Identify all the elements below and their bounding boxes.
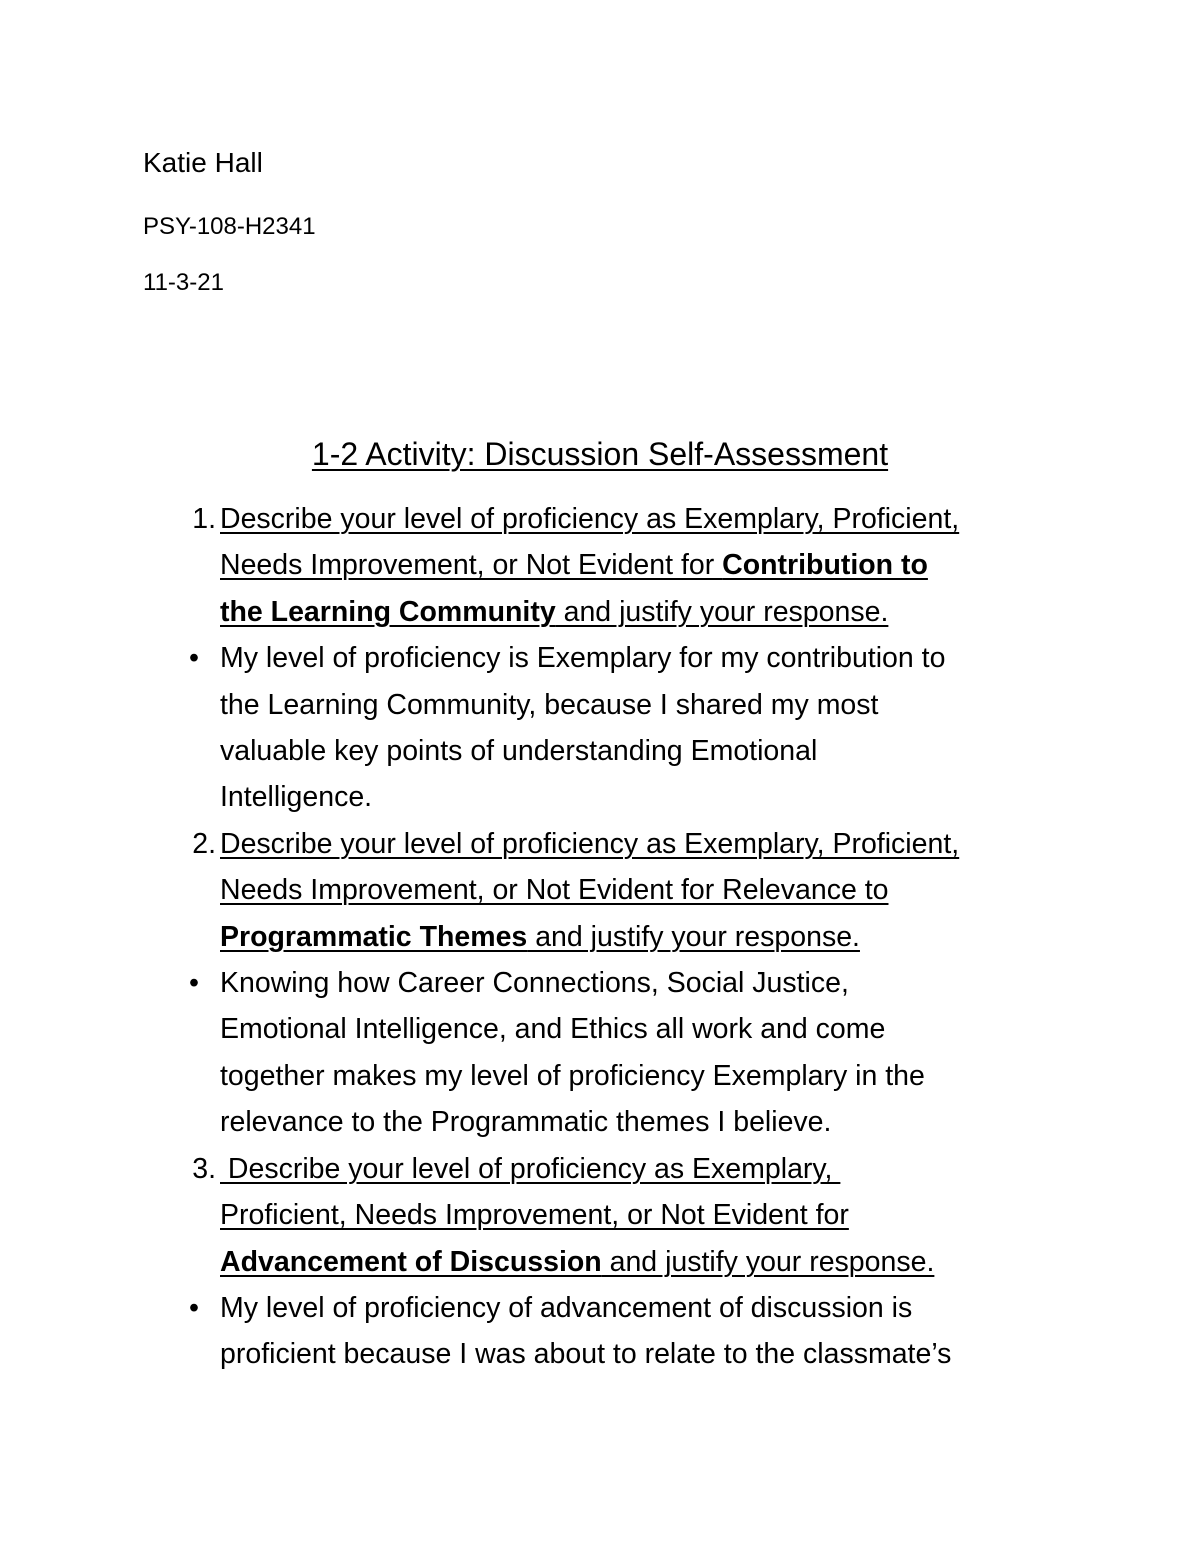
question-line: Needs Improvement, or Not Evident for Relevance to — [220, 874, 889, 907]
question-line: the Learning Community and justify your response. — [220, 595, 889, 628]
question-2 — [192, 821, 1080, 960]
bullet-icon: • — [189, 967, 199, 1000]
list-number: 3. — [192, 1152, 216, 1185]
answer-line: My level of proficiency of advancement of discussion is — [220, 1291, 913, 1324]
answer-line: the Learning Community, because I shared my most — [220, 688, 879, 721]
author-name: Katie Hall — [143, 147, 263, 178]
answer-line: Emotional Intelligence, and Ethics all work and come — [220, 1013, 886, 1046]
bullet-icon: • — [189, 1291, 199, 1324]
question-line: Needs Improvement, or Not Evident for Contribution to — [220, 549, 928, 582]
question-line: Describe your level of proficiency as Exemplary, — [220, 1152, 841, 1185]
answer-line: relevance to the Programmatic themes I believe. — [220, 1106, 832, 1139]
answer-line: proficient because I was about to relate to the classmate’s — [220, 1338, 952, 1371]
answer-line: Intelligence. — [220, 781, 373, 814]
assessment-list — [189, 496, 1080, 1378]
answer-line: together makes my level of proficiency Exemplary in the — [220, 1059, 925, 1092]
answer-1 — [189, 635, 1080, 821]
answer-3 — [189, 1285, 1080, 1378]
answer-line: My level of proficiency is Exemplary for my contribution to — [220, 642, 946, 675]
question-line: Describe your level of proficiency as Exemplary, Proficient, — [220, 503, 960, 535]
question-line: Advancement of Discussion and justify your response. — [220, 1245, 935, 1278]
question-line: Describe your level of proficiency as Exemplary, Proficient, — [220, 827, 960, 860]
answer-2 — [189, 960, 1080, 1146]
answer-line: Knowing how Career Connections, Social Justice, — [220, 967, 849, 1000]
question-line: Proficient, Needs Improvement, or Not Evident for — [220, 1199, 849, 1232]
answer-line: valuable key points of understanding Emotional — [220, 735, 818, 768]
list-number: 1. — [192, 503, 216, 535]
list-number: 2. — [192, 827, 216, 860]
course-code: PSY-108-H2341 — [143, 213, 316, 240]
question-1 — [192, 496, 1080, 635]
document-date: 11-3-21 — [143, 269, 224, 296]
bullet-icon: • — [189, 642, 199, 675]
question-line: Programmatic Themes and justify your response. — [220, 920, 860, 953]
question-3 — [192, 1146, 1080, 1285]
document-title: 1-2 Activity: Discussion Self-Assessment — [311, 436, 889, 472]
